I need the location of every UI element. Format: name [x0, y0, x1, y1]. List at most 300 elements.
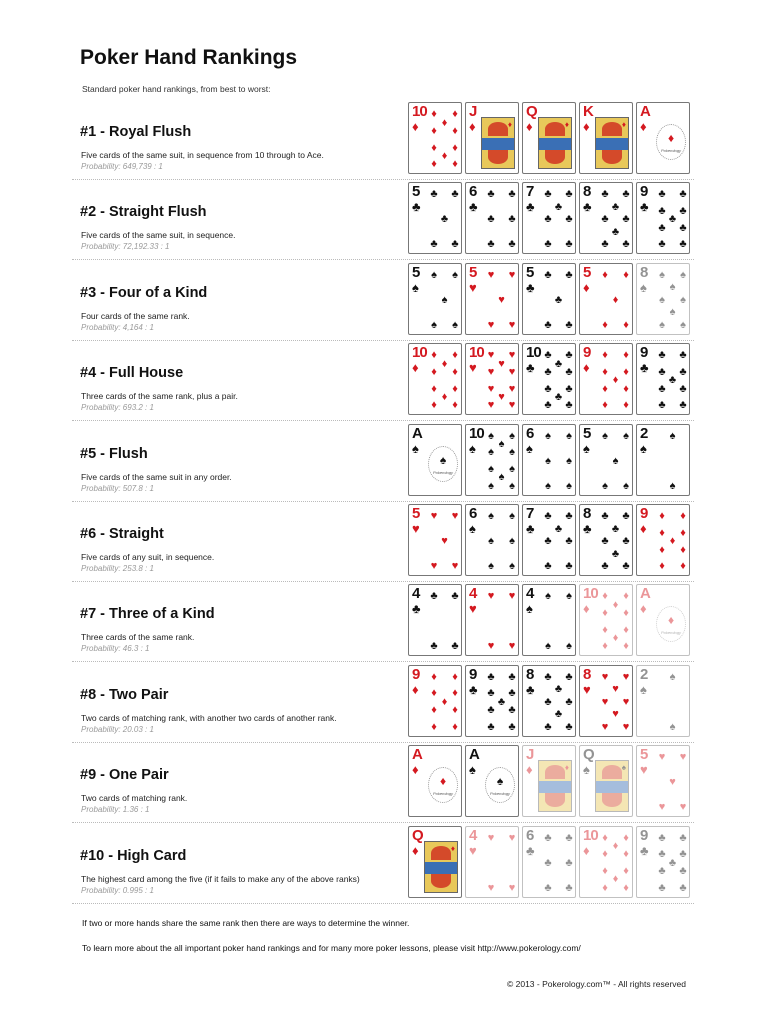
playing-card: [579, 424, 633, 496]
card-rank: 7: [526, 183, 534, 201]
hand-probability: Probability: 72,192.33 : 1: [81, 242, 170, 252]
playing-card: [522, 102, 576, 174]
card-pip-icon: ♣: [565, 213, 573, 226]
card-rank: 9: [640, 826, 648, 844]
hand-row: [72, 582, 694, 662]
card-pip-icon: ♠: [680, 293, 686, 306]
card-pip-icon: ♦: [602, 399, 608, 412]
card-pip-icon: ♦: [431, 108, 437, 120]
card-suit-icon: ♦: [412, 360, 419, 376]
card-rank: A: [412, 746, 422, 764]
card-pip-icon: ♦: [452, 108, 458, 120]
page-title: Poker Hand Rankings: [80, 46, 298, 69]
card-suit-icon: ♣: [469, 199, 478, 215]
hand-description: Two cards of matching rank.: [81, 793, 188, 804]
hand-row: [72, 261, 694, 341]
card-pip-icon: ♦: [623, 606, 629, 619]
card-suit-icon: ♣: [640, 199, 649, 215]
playing-card: [408, 665, 462, 737]
card-suit-icon: ♦: [439, 774, 447, 789]
hand-probability: Probability: 693.2 : 1: [81, 403, 154, 413]
card-suit-icon: ♦: [583, 360, 590, 376]
card-pip-icon: ♥: [508, 590, 516, 603]
card-suit-icon: ♠: [583, 440, 590, 456]
card-suit-icon: ♦: [564, 763, 569, 773]
card-pip-icon: ♦: [612, 840, 619, 853]
card-pip-icon: ♣: [601, 510, 609, 522]
card-pip-icon: ♦: [431, 382, 437, 395]
card-pip-icon: ♣: [544, 881, 552, 894]
card-suit-icon: ♣: [526, 842, 535, 858]
card-rank: 9: [412, 665, 420, 683]
hand-probability: Probability: 0.995 : 1: [81, 885, 154, 895]
card-suit-icon: ♣: [640, 842, 649, 858]
card-pip-icon: ♠: [566, 479, 572, 492]
card-pip-icon: ♦: [623, 349, 629, 362]
card-pip-icon: ♦: [612, 631, 619, 644]
hand-row: [72, 180, 694, 260]
card-pip-icon: ♣: [544, 535, 552, 547]
card-pip-icon: ♥: [508, 640, 516, 653]
card-suit-icon: ♣: [526, 279, 535, 295]
playing-card: [636, 665, 690, 737]
hand-title: #10 - High Card: [80, 847, 187, 864]
card-pip-icon: ♦: [431, 349, 437, 362]
card-pip-icon: ♦: [612, 374, 619, 387]
card-pip-icon: ♠: [452, 318, 458, 331]
card-rank: 8: [583, 183, 591, 201]
card-pip-icon: ♠: [602, 479, 608, 492]
card-pip-icon: ♣: [601, 560, 609, 572]
card-pip-icon: ♣: [565, 188, 573, 201]
card-pip-icon: ♣: [622, 213, 630, 226]
card-pip-icon: ♠: [452, 268, 458, 281]
card-rank: 4: [469, 585, 477, 603]
card-pip-icon: ♥: [487, 349, 495, 362]
card-pip-icon: ♦: [441, 695, 448, 708]
playing-card: [636, 826, 690, 898]
hand-title: #4 - Full House: [80, 365, 184, 382]
card-pip-icon: ♦: [431, 670, 437, 683]
card-rank: 9: [640, 183, 648, 201]
card-pip-icon: ♠: [680, 318, 686, 331]
hand-cards: [408, 182, 694, 255]
hand-description: Two cards of matching rank, with another two cards of another rank.: [81, 712, 337, 723]
playing-card: [522, 263, 576, 335]
card-suit-icon: ♠: [496, 774, 504, 789]
card-rank: 9: [640, 344, 648, 362]
card-pip-icon: ♠: [566, 454, 572, 467]
playing-card: [522, 504, 576, 576]
card-pip-icon: ♣: [658, 881, 666, 894]
face-card-figure-icon: [595, 117, 629, 169]
card-pip-icon: ♥: [622, 695, 630, 708]
card-logo: Pokerology: [660, 148, 681, 153]
card-suit-icon: ♣: [469, 681, 478, 697]
playing-card: [636, 343, 690, 415]
card-pip-icon: ♣: [679, 831, 687, 844]
card-pip-icon: ♦: [659, 526, 665, 539]
card-suit-icon: ♦: [412, 681, 419, 697]
card-suit-icon: ♣: [526, 681, 535, 697]
card-pip-icon: ♣: [565, 535, 573, 547]
playing-card: [522, 584, 576, 656]
playing-card: [465, 102, 519, 174]
card-pip-icon: ♥: [658, 751, 666, 764]
card-pip-icon: ♥: [658, 801, 666, 814]
card-pip-icon: ♠: [602, 429, 608, 442]
card-pip-icon: ♠: [669, 429, 676, 442]
card-rank: 10: [412, 103, 427, 120]
card-pip-icon: ♦: [623, 590, 629, 603]
card-pip-icon: ♣: [544, 831, 552, 844]
card-pip-icon: ♦: [602, 606, 608, 619]
card-pip-icon: ♦: [602, 865, 608, 878]
card-rank: 4: [526, 585, 534, 603]
hand-title: #5 - Flush: [80, 445, 148, 462]
face-card-figure-icon: [481, 117, 515, 169]
hand-row: [72, 663, 694, 743]
card-pip-icon: ♦: [452, 720, 458, 733]
card-pip-icon: ♦: [623, 382, 629, 395]
card-pip-icon: ♦: [441, 390, 448, 403]
playing-card: [636, 182, 690, 254]
card-pip-icon: ♠: [669, 281, 676, 294]
card-suit-icon: ♠: [526, 440, 533, 456]
card-pip-icon: ♥: [508, 382, 516, 395]
card-rank: 2: [640, 424, 648, 442]
card-pip-icon: ♣: [565, 318, 573, 331]
card-rank: 10: [526, 344, 541, 362]
card-pip-icon: ♦: [441, 116, 448, 129]
hand-description: Three cards of the same rank.: [81, 632, 195, 643]
playing-card: [522, 182, 576, 254]
card-pip-icon: ♦: [602, 268, 608, 281]
card-pip-icon: ♣: [658, 848, 666, 861]
card-pip-icon: ♠: [509, 463, 515, 476]
hand-description: Five cards of the same suit in any order.: [81, 471, 232, 482]
card-pip-icon: ♥: [487, 382, 495, 395]
playing-card: [579, 182, 633, 254]
card-pip-icon: ♦: [623, 623, 629, 636]
playing-card: [522, 665, 576, 737]
playing-card: [408, 182, 462, 254]
card-pip-icon: ♥: [679, 801, 687, 814]
card-pip-icon: ♥: [487, 640, 495, 653]
card-pip-icon: ♦: [612, 293, 619, 306]
card-pip-icon: ♦: [623, 399, 629, 412]
card-suit-icon: ♦: [583, 842, 590, 858]
card-pip-icon: ♣: [544, 399, 552, 412]
hand-description: Five cards of the same suit, in sequence.: [81, 230, 236, 241]
card-pip-icon: ♦: [452, 382, 458, 395]
card-logo: Pokerology: [432, 469, 453, 475]
card-suit-icon: ♠: [583, 762, 590, 778]
card-pip-icon: ♠: [488, 446, 494, 459]
card-pip-icon: ♠: [545, 590, 551, 603]
card-pip-icon: ♣: [544, 238, 552, 251]
card-rank: 5: [469, 263, 477, 281]
ace-emblem: [485, 767, 515, 803]
card-pip-icon: ♦: [623, 365, 629, 378]
card-pip-icon: ♣: [611, 225, 620, 238]
card-suit-icon: ♦: [583, 279, 590, 295]
hand-cards: [408, 343, 694, 416]
card-rank: 10: [412, 344, 427, 362]
face-card-figure-icon: [595, 760, 629, 812]
card-pip-icon: ♦: [623, 831, 629, 844]
card-rank: Q: [583, 746, 594, 764]
card-suit-icon: ♦: [526, 119, 533, 134]
hand-row: [72, 341, 694, 421]
card-pip-icon: ♦: [659, 560, 665, 572]
card-pip-icon: ♣: [508, 213, 516, 226]
card-pip-icon: ♦: [452, 124, 458, 137]
card-pip-icon: ♦: [623, 848, 629, 861]
hand-title: #3 - Four of a Kind: [80, 284, 208, 301]
card-suit-icon: ♣: [583, 199, 592, 215]
card-pip-icon: ♣: [440, 213, 449, 226]
card-pip-icon: ♣: [565, 349, 573, 362]
hand-row: [72, 502, 694, 582]
card-pip-icon: ♣: [554, 390, 563, 403]
playing-card: [522, 745, 576, 817]
card-suit-icon: ♥: [469, 279, 477, 295]
card-rank: 8: [583, 505, 591, 522]
card-pip-icon: ♣: [565, 238, 573, 251]
card-pip-icon: ♣: [487, 687, 495, 700]
card-suit-icon: ♥: [469, 360, 477, 376]
card-suit-icon: ♥: [583, 681, 591, 697]
card-suit-icon: ♣: [526, 360, 535, 376]
hand-description: Five cards of the same suit, in sequence from 10 through to Ace.: [81, 150, 324, 160]
card-pip-icon: ♣: [451, 590, 459, 603]
playing-card: [579, 263, 633, 335]
card-pip-icon: ♦: [602, 365, 608, 378]
card-pip-icon: ♦: [431, 158, 437, 170]
card-pip-icon: ♣: [544, 268, 552, 281]
card-pip-icon: ♣: [658, 238, 666, 251]
card-pip-icon: ♠: [498, 471, 505, 484]
card-pip-icon: ♠: [566, 429, 572, 442]
card-pip-icon: ♠: [566, 640, 572, 653]
card-rank: K: [583, 103, 593, 120]
card-pip-icon: ♣: [679, 238, 687, 251]
card-pip-icon: ♠: [545, 429, 551, 442]
card-pip-icon: ♠: [488, 463, 494, 476]
playing-card: [465, 343, 519, 415]
footnote-learn-more: To learn more about the all important poker hand rankings and for many more poker lessons, please visit http://www.pokerology.com/: [82, 943, 581, 953]
card-suit-icon: ♥: [412, 521, 420, 536]
card-suit-icon: ♦: [450, 843, 455, 853]
card-rank: 4: [469, 826, 477, 844]
playing-card: [579, 826, 633, 898]
card-suit-icon: ♦: [640, 601, 647, 617]
playing-card: [465, 504, 519, 576]
card-suit-icon: ♦: [667, 131, 675, 145]
card-pip-icon: ♠: [509, 429, 515, 442]
card-pip-icon: ♠: [669, 479, 676, 492]
hand-row: [72, 743, 694, 823]
card-pip-icon: ♣: [601, 535, 609, 547]
card-suit-icon: ♠: [469, 521, 476, 536]
ace-emblem: [428, 446, 458, 482]
card-rank: 5: [412, 263, 420, 281]
card-pip-icon: ♦: [659, 510, 665, 522]
card-pip-icon: ♦: [659, 543, 665, 556]
card-pip-icon: ♦: [602, 623, 608, 636]
card-pip-icon: ♣: [554, 357, 563, 370]
playing-card: [636, 745, 690, 817]
card-pip-icon: ♣: [544, 365, 552, 378]
card-pip-icon: ♠: [509, 535, 515, 547]
card-pip-icon: ♠: [566, 590, 572, 603]
hand-title: #1 - Royal Flush: [80, 124, 192, 140]
card-pip-icon: ♥: [508, 399, 516, 412]
card-pip-icon: ♣: [622, 188, 630, 201]
playing-card: [465, 665, 519, 737]
hand-probability: Probability: 4,164 : 1: [81, 322, 154, 332]
card-rank: 6: [526, 826, 534, 844]
card-pip-icon: ♣: [622, 535, 630, 547]
playing-card: [408, 102, 462, 174]
card-pip-icon: ♥: [601, 670, 609, 683]
card-pip-icon: ♣: [508, 670, 516, 683]
card-pip-icon: ♦: [612, 873, 619, 886]
card-pip-icon: ♥: [498, 357, 505, 370]
card-suit-icon: ♣: [412, 199, 421, 215]
card-pip-icon: ♦: [602, 318, 608, 331]
card-pip-icon: ♣: [544, 318, 552, 331]
card-rank: 10: [469, 424, 484, 442]
card-rank: 9: [640, 505, 648, 522]
playing-card: [579, 504, 633, 576]
card-pip-icon: ♠: [623, 479, 629, 492]
face-card-figure-icon: [538, 760, 572, 812]
card-suit-icon: ♠: [640, 279, 647, 295]
card-suit-icon: ♥: [469, 842, 477, 858]
playing-card: [522, 343, 576, 415]
card-pip-icon: ♠: [488, 560, 494, 572]
card-pip-icon: ♣: [565, 856, 573, 869]
card-pip-icon: ♣: [565, 720, 573, 733]
card-pip-icon: ♦: [441, 149, 448, 162]
card-rank: 6: [469, 183, 477, 201]
card-rank: A: [640, 585, 650, 603]
card-rank: A: [640, 103, 650, 120]
card-pip-icon: ♣: [451, 188, 459, 201]
hand-cards: [408, 665, 694, 738]
card-rank: 8: [526, 665, 534, 683]
card-pip-icon: ♥: [487, 268, 495, 281]
card-pip-icon: ♣: [451, 640, 459, 653]
face-card-figure-icon: [538, 117, 572, 169]
card-rank: 5: [640, 746, 648, 764]
card-pip-icon: ♠: [659, 318, 665, 331]
card-pip-icon: ♦: [602, 640, 608, 653]
card-suit-icon: ♠: [526, 601, 533, 617]
card-rank: J: [469, 103, 477, 120]
card-rank: 5: [583, 263, 591, 281]
card-pip-icon: ♣: [487, 720, 495, 733]
card-pip-icon: ♣: [508, 238, 516, 251]
card-pip-icon: ♣: [554, 683, 563, 696]
card-pip-icon: ♥: [498, 293, 505, 306]
card-pip-icon: ♣: [554, 200, 563, 213]
card-pip-icon: ♥: [612, 683, 619, 696]
card-pip-icon: ♥: [487, 881, 495, 894]
card-pip-icon: ♣: [554, 708, 563, 721]
hand-title: #6 - Straight: [80, 526, 164, 542]
hand-row: [72, 100, 694, 180]
card-pip-icon: ♣: [487, 704, 495, 717]
playing-card: [465, 826, 519, 898]
card-rank: 10: [469, 344, 484, 362]
card-pip-icon: ♦: [680, 526, 686, 539]
card-pip-icon: ♠: [509, 510, 515, 522]
card-pip-icon: ♣: [544, 856, 552, 869]
card-pip-icon: ♥: [451, 510, 459, 522]
card-rank: 9: [469, 665, 477, 683]
card-rank: 4: [412, 585, 420, 603]
card-pip-icon: ♥: [508, 881, 516, 894]
hand-description: Four cards of the same rank.: [81, 310, 190, 321]
card-suit-icon: ♠: [439, 452, 447, 467]
card-suit-icon: ♣: [412, 601, 421, 617]
card-pip-icon: ♣: [658, 365, 666, 378]
card-pip-icon: ♣: [508, 704, 516, 717]
card-pip-icon: ♣: [565, 365, 573, 378]
card-pip-icon: ♣: [679, 204, 687, 217]
card-pip-icon: ♣: [565, 399, 573, 412]
card-pip-icon: ♣: [544, 188, 552, 201]
card-suit-icon: ♦: [412, 842, 419, 858]
card-pip-icon: ♣: [565, 695, 573, 708]
card-pip-icon: ♣: [611, 200, 620, 213]
hand-cards: [408, 102, 694, 175]
card-pip-icon: ♠: [545, 479, 551, 492]
ace-emblem: [656, 124, 686, 160]
card-pip-icon: ♦: [623, 640, 629, 653]
card-pip-icon: ♠: [680, 268, 686, 281]
card-pip-icon: ♦: [623, 865, 629, 878]
playing-card: [636, 102, 690, 174]
playing-card: [465, 745, 519, 817]
card-pip-icon: ♦: [431, 365, 437, 378]
card-suit-icon: ♥: [640, 762, 648, 778]
card-suit-icon: ♠: [469, 762, 476, 778]
playing-card: [408, 504, 462, 576]
ace-emblem: [428, 767, 458, 803]
card-pip-icon: ♣: [544, 382, 552, 395]
card-pip-icon: ♣: [658, 399, 666, 412]
card-pip-icon: ♣: [679, 399, 687, 412]
card-pip-icon: ♣: [544, 695, 552, 708]
card-pip-icon: ♦: [431, 399, 437, 412]
card-pip-icon: ♥: [487, 590, 495, 603]
playing-card: [408, 826, 462, 898]
card-pip-icon: ♠: [623, 429, 629, 442]
card-suit-icon: ♦: [469, 119, 476, 134]
playing-card: [579, 584, 633, 656]
card-pip-icon: ♦: [452, 141, 458, 154]
card-pip-icon: ♣: [544, 510, 552, 522]
hand-title: #9 - One Pair: [80, 767, 169, 784]
card-pip-icon: ♥: [622, 670, 630, 683]
card-rank: 7: [526, 505, 534, 522]
card-pip-icon: ♥: [430, 560, 438, 572]
card-pip-icon: ♦: [602, 349, 608, 362]
